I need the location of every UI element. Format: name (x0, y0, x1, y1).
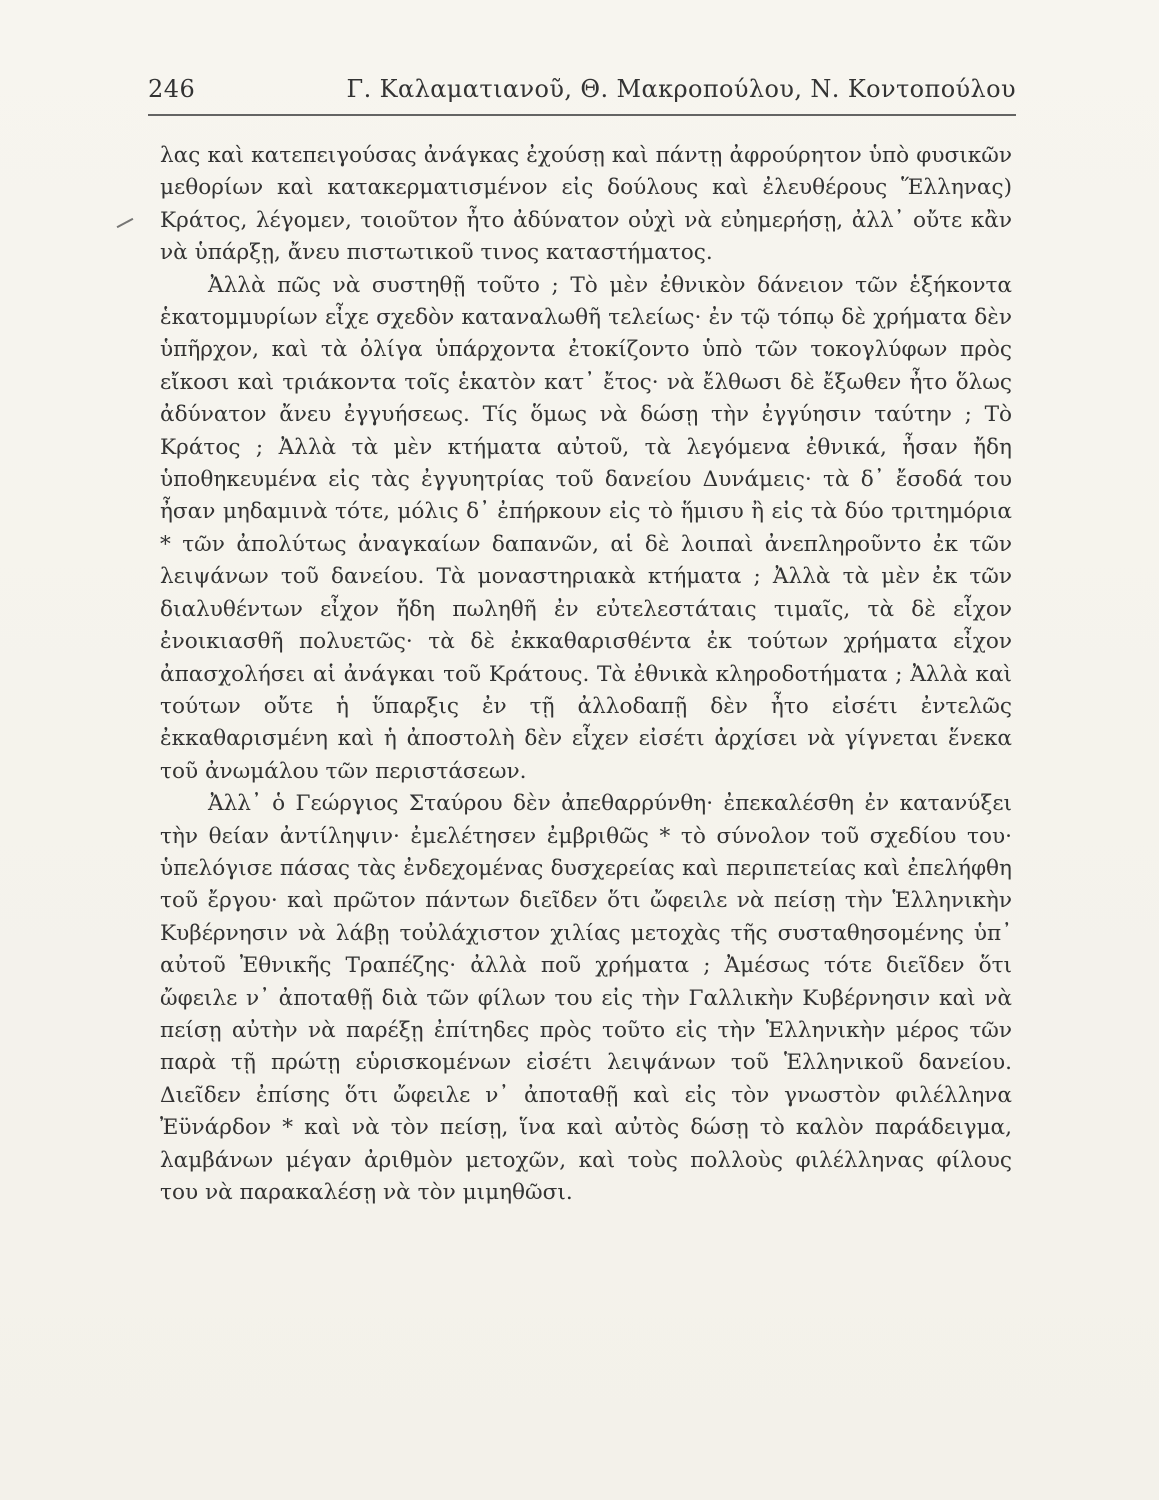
paragraph-1: λας καὶ κατεπειγούσας ἀνάγκας ἐχούσῃ καὶ πάντῃ ἀφρούρητον ὑπὸ φυσικῶν μεθορίων καὶ κατακερματισμένον εἰς δούλους καὶ ἐλευθέρους Ἕλληνας) Κράτος, λέγομεν, τοιοῦτον ἦτο ἀδύνατον οὐχὶ νὰ εὐημερήσῃ, ἀλλ᾽ οὔτε κἂν νὰ ὑπάρξῃ, ἄνευ πιστωτικοῦ τινος καταστήματος. (160, 143, 1012, 266)
paragraph-2: Ἀλλὰ πῶς νὰ συστηθῇ τοῦτο ; Τὸ μὲν ἐθνικὸν δάνειον τῶν ἑξήκοντα ἑκατομμυρίων εἶχε σχεδὸν καταναλωθῆ τελείως· ἐν τῷ τόπῳ δὲ χρήματα δὲν ὑπῆρχον, καὶ τὰ ὀλίγα ὑπάρχοντα ἐτοκίζοντο ὑπὸ τῶν τοκογλύφων πρὸς εἴκοσι καὶ τριάκοντα τοῖς ἑκατὸν κατ᾽ ἔτος· νὰ ἔλθωσι δὲ ἔξωθεν ἦτο ὅλως ἀδύνατον ἄνευ ἐγγυήσεως. Τίς ὅμως νὰ δώσῃ τὴν ἐγγύησιν ταύτην ; Τὸ Κράτος ; Ἀλλὰ τὰ μὲν κτήματα αὐτοῦ, τὰ λεγόμενα ἐθνικά, ἦσαν ἤδη ὑποθηκευμένα εἰς τὰς ἐγγυητρίας τοῦ δανείου Δυνάμεις· τὰ δ᾽ ἔσοδά του ἦσαν μηδαμινὰ τότε, μόλις δ᾽ ἐπήρκουν εἰς τὸ ἥμισυ ἢ εἰς τὰ δύο τριτημόρια * τῶν ἀπολύτως ἀναγκαίων δαπανῶν, αἱ δὲ λοιπαὶ ἀνεπληροῦντο ἐκ τῶν λειψάνων τοῦ δανείου. Τὰ μοναστηριακὰ κτήματα ; Ἀλλὰ τὰ μὲν ἐκ τῶν διαλυθέντων εἶχον ἤδη πωληθῆ ἐν εὐτελεστάταις τιμαῖς, τὰ δὲ εἶχον ἐνοικιασθῆ πολυετῶς· τὰ δὲ ἐκκαθαρισθέντα ἐκ τούτων χρήματα εἶχον ἀπασχολήσει αἱ ἀνάγκαι τοῦ Κράτους. Τὰ ἐθνικὰ κληροδοτήματα ; Ἀλλὰ καὶ τούτων οὔτε ἡ ὕπαρξις ἐν τῇ ἀλλοδαπῇ δὲν ἦτο εἰσέτι ἐντελῶς ἐκκαθαρισμένη καὶ ἡ ἀποστολὴ δὲν εἶχεν εἰσέτι ἀρχίσει νὰ γίγνεται ἕνεκα τοῦ ἀνωμάλου τῶν περιστάσεων. (160, 272, 1012, 784)
paragraph-3: Ἀλλ᾽ ὁ Γεώργιος Σταύρου δὲν ἀπεθαρρύνθη· ἐπεκαλέσθη ἐν κατανύξει τὴν θείαν ἀντίληψιν· ἐμελέτησεν ἐμβριθῶς * τὸ σύνολον τοῦ σχεδίου του· ὑπελόγισε πάσας τὰς ἐνδεχομένας δυσχερείας καὶ περιπετείας καὶ ἐπελήφθη τοῦ ἔργου· καὶ πρῶτον πάντων διεῖδεν ὅτι ὤφειλε νὰ πείσῃ τὴν Ἑλληνικὴν Κυβέρνησιν νὰ λάβῃ τοὐλάχιστον χιλίας μετοχὰς τῆς συσταθησομένης ὑπ᾽ αὐτοῦ Ἐθνικῆς Τραπέζης· ἀλλὰ ποῦ χρήματα ; Ἀμέσως τότε διεῖδεν ὅτι ὤφειλε ν᾽ ἀποταθῇ διὰ τῶν φίλων του εἰς τὴν Γαλλικὴν Κυβέρνησιν καὶ νὰ πείσῃ αὐτὴν νὰ παρέξῃ ἐπίτηδες πρὸς τοῦτο εἰς τὴν Ἑλληνικὴν μέρος τῶν παρὰ τῇ πρώτῃ εὑρισκομένων εἰσέτι λειψάνων τοῦ Ἑλληνικοῦ δανείου. Διεῖδεν ἐπίσης ὅτι ὤφειλε ν᾽ ἀποταθῇ καὶ εἰς τὸν γνωστὸν φιλέλληνα Ἐϋνάρδον * καὶ νὰ τὸν πείσῃ, ἵνα καὶ αὐτὸς δώσῃ τὸ καλὸν παράδειγμα, λαμβάνων μέγαν ἀριθμὸν μετοχῶν, καὶ τοὺς πολλοὺς φιλέλληνας φίλους του νὰ παρακαλέσῃ νὰ τὸν μιμηθῶσι. (160, 791, 1012, 1205)
page-header (148, 70, 1016, 110)
page-number: 246 (148, 75, 196, 103)
header-rule (148, 114, 1016, 116)
running-head: Γ. Καλαματιανοῦ, Θ. Μακροπούλου, Ν. Κοντοπούλου (346, 75, 1016, 103)
body-text (160, 140, 1012, 1209)
margin-mark (117, 218, 134, 228)
